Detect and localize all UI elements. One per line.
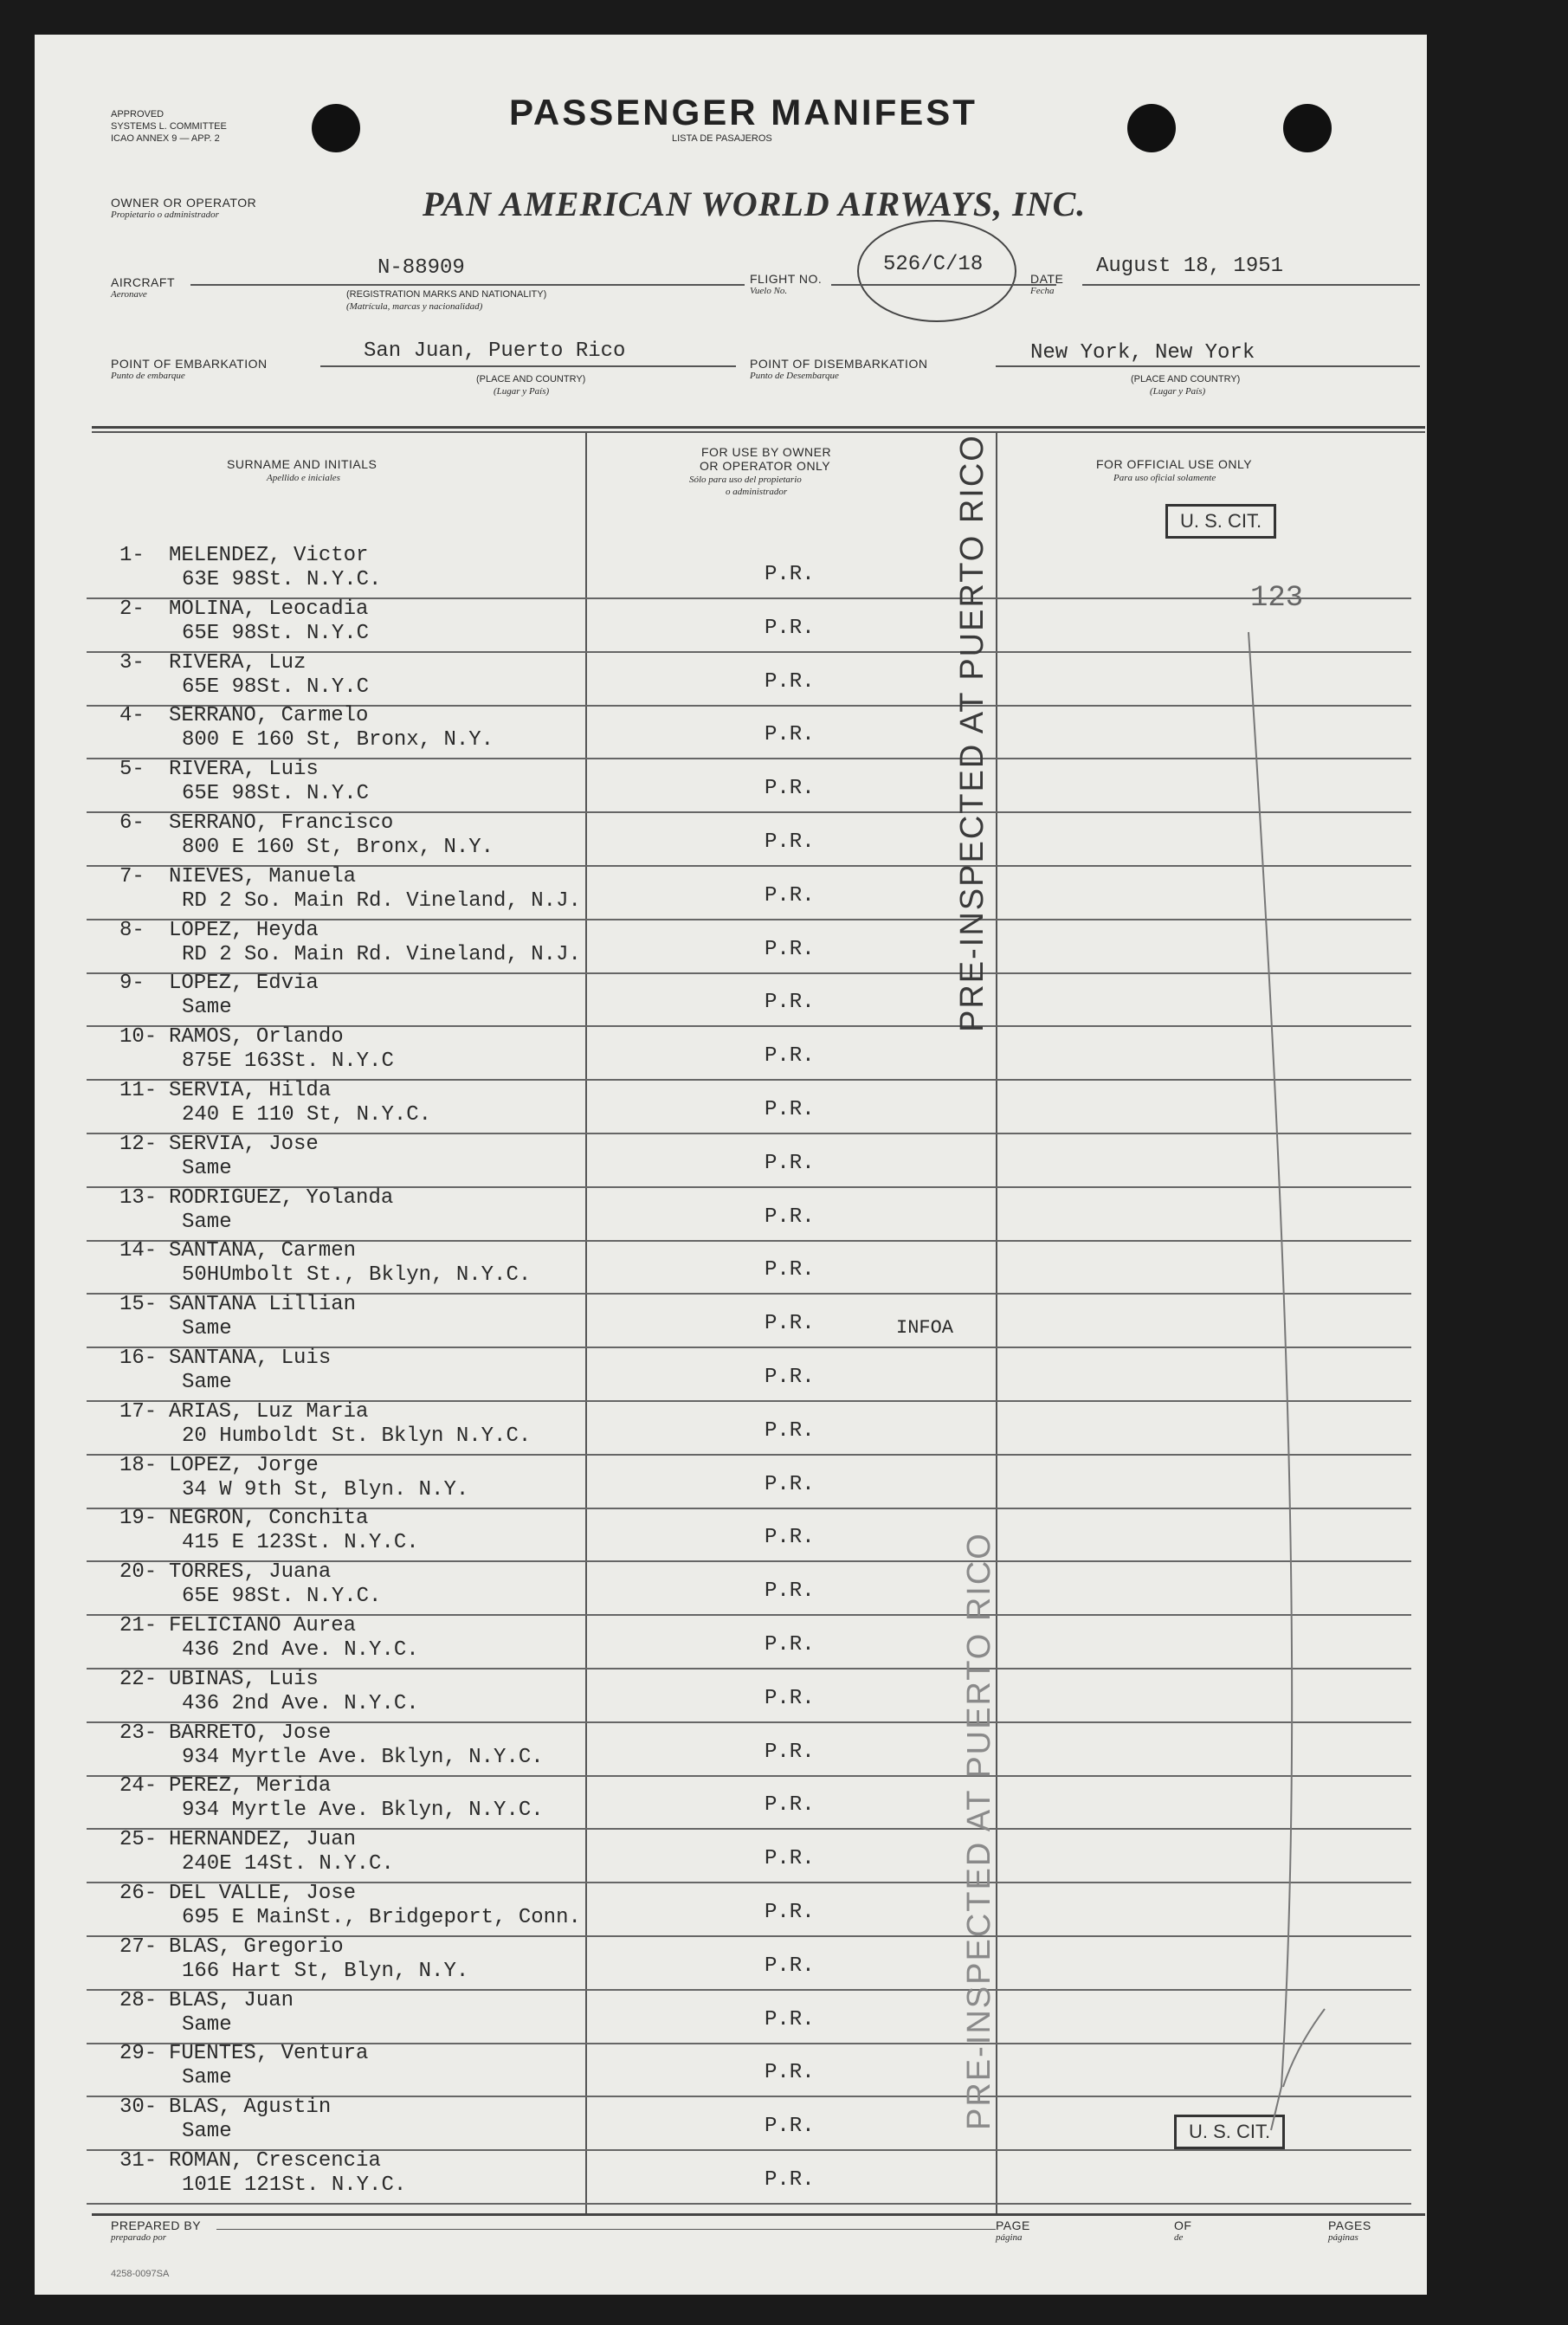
passenger-name: HERNANDEZ, Juan	[169, 1828, 357, 1852]
passenger-address: 240 E 110 St, N.Y.C.	[182, 1103, 432, 1127]
operator-use-value: P.R.	[765, 1740, 815, 1764]
passenger-address: 240E 14St. N.Y.C.	[182, 1852, 394, 1876]
column-header-surname-es: Apellido e iniciales	[267, 473, 340, 483]
table-row	[87, 920, 1411, 974]
passenger-address: 166 Hart St, Blyn, N.Y.	[182, 1959, 469, 1983]
field-underline	[216, 2229, 996, 2230]
preinspected-stamp-faded: PRE-INSPECTED AT PUERTO RICO	[961, 1532, 997, 2130]
table-row	[87, 1027, 1411, 1081]
passenger-name: SERRANO, Carmelo	[169, 704, 369, 728]
operator-use-value: P.R.	[765, 1098, 815, 1121]
table-row	[87, 1776, 1411, 1830]
column-header-official-use: FOR OFFICIAL USE ONLY	[1096, 457, 1253, 471]
table-row	[87, 546, 1411, 599]
passenger-number: 27-	[119, 1934, 158, 1959]
table-row	[87, 1081, 1411, 1134]
table-row	[87, 1669, 1411, 1723]
operator-use-value: P.R.	[765, 616, 815, 640]
disembarkation-label-es: Punto de Desembarque	[750, 371, 839, 381]
operator-use-value: P.R.	[765, 1793, 815, 1818]
embarkation-label: POINT OF EMBARKATION	[111, 357, 268, 371]
flight-label: FLIGHT NO.	[750, 272, 823, 286]
us-citizen-stamp: U. S. CIT.	[1165, 504, 1276, 539]
passenger-number: 24-	[119, 1774, 158, 1799]
passenger-number: 28-	[119, 1988, 158, 2012]
passenger-name: LOPEZ, Heyda	[169, 918, 319, 942]
operator-use-value: P.R.	[765, 2007, 815, 2031]
passenger-number: 30-	[119, 2096, 158, 2120]
passenger-address: 875E 163St. N.Y.C	[182, 1049, 394, 1074]
passenger-name: SERVIA, Jose	[169, 1132, 319, 1156]
table-row	[87, 650, 1411, 707]
us-citizen-stamp: U. S. CIT.	[1174, 2115, 1285, 2149]
passenger-address: 934 Myrtle Ave. Bklyn, N.Y.C.	[182, 1799, 544, 1823]
operator-use-value: P.R.	[765, 1686, 815, 1710]
passenger-number: 8-	[119, 918, 145, 942]
punch-hole	[1283, 104, 1332, 152]
passenger-number: 16-	[119, 1347, 158, 1370]
owner-label: OWNER OR OPERATOR	[111, 196, 257, 210]
approval-line: SYSTEMS L. COMMITTEE	[111, 121, 227, 132]
official-note: INFOA	[896, 1317, 954, 1340]
date-label-es: Fecha	[1030, 286, 1055, 296]
table-row	[87, 599, 1411, 653]
passenger-name: LOPEZ, Jorge	[169, 1453, 319, 1477]
aircraft-label: AIRCRAFT	[111, 275, 175, 289]
passenger-number: 17-	[119, 1399, 158, 1424]
operator-use-value: P.R.	[765, 777, 815, 801]
passenger-number: 7-	[119, 864, 145, 888]
column-header-owner-use: FOR USE BY OWNER	[701, 445, 832, 459]
column-header-surname: SURNAME AND INITIALS	[227, 457, 377, 471]
operator-use-value: P.R.	[765, 1418, 815, 1443]
operator-use-value: P.R.	[765, 669, 815, 694]
field-underline	[996, 365, 1420, 367]
disembarkation-caption-es: (Lugar y País)	[1150, 386, 1206, 397]
row-divider	[87, 2203, 1411, 2205]
passenger-address: 65E 98St. N.Y.C	[182, 782, 370, 806]
of-label: OF	[1174, 2218, 1192, 2232]
field-underline	[190, 284, 745, 286]
field-underline	[1082, 284, 1420, 286]
flight-label-es: Vuelo No.	[750, 286, 788, 296]
passenger-number: 20-	[119, 1560, 158, 1585]
table-row	[87, 706, 1411, 759]
passenger-number: 19-	[119, 1507, 158, 1531]
operator-use-value: P.R.	[765, 1847, 815, 1871]
table-row	[87, 1562, 1411, 1616]
passenger-number: 29-	[119, 2042, 158, 2066]
passenger-name: FELICIANO Aurea	[169, 1614, 357, 1637]
passenger-number: 25-	[119, 1828, 158, 1852]
passenger-address: 695 E MainSt., Bridgeport, Conn.	[182, 1906, 581, 1929]
approval-line: APPROVED	[111, 109, 165, 119]
operator-name: PAN AMERICAN WORLD AIRWAYS, INC.	[423, 184, 1087, 223]
passenger-number: 26-	[119, 1882, 158, 1905]
passenger-address: 50HUmbolt St., Bklyn, N.Y.C.	[182, 1263, 532, 1288]
table-row	[87, 759, 1411, 813]
table-row	[87, 1295, 1411, 1348]
aircraft-caption: (REGISTRATION MARKS AND NATIONALITY)	[346, 289, 547, 300]
punch-hole	[312, 104, 360, 152]
column-header-owner-use: OR OPERATOR ONLY	[700, 459, 831, 473]
table-row	[87, 1616, 1411, 1669]
preinspected-stamp: PRE-INSPECTED AT PUERTO RICO	[954, 434, 990, 1032]
table-row	[87, 1348, 1411, 1402]
passenger-address: Same	[182, 996, 232, 1020]
passenger-name: SERVIA, Hilda	[169, 1079, 332, 1102]
table-row	[87, 813, 1411, 867]
operator-use-value: P.R.	[765, 1526, 815, 1550]
passenger-name: SANTANA, Luis	[169, 1347, 332, 1370]
passenger-number: 15-	[119, 1293, 158, 1317]
table-row	[87, 1723, 1411, 1777]
operator-use-value: P.R.	[765, 830, 815, 854]
embarkation-value: San Juan, Puerto Rico	[364, 339, 626, 363]
operator-use-value: P.R.	[765, 1901, 815, 1924]
aircraft-label-es: Aeronave	[111, 289, 147, 300]
passenger-number: 10-	[119, 1025, 158, 1049]
passenger-address: RD 2 So. Main Rd. Vineland, N.J.	[182, 888, 581, 913]
aircraft-caption-es: (Matrícula, marcas y nacionalidad)	[346, 301, 483, 312]
passenger-name: BLAS, Juan	[169, 1988, 294, 2012]
passenger-address: RD 2 So. Main Rd. Vineland, N.J.	[182, 942, 581, 966]
manifest-sheet	[35, 35, 1427, 2295]
passenger-number: 3-	[119, 650, 145, 675]
table-row	[87, 1508, 1411, 1562]
passenger-name: RAMOS, Orlando	[169, 1025, 344, 1049]
disembarkation-value: New York, New York	[1030, 341, 1255, 365]
pages-label-es: páginas	[1328, 2232, 1358, 2243]
passenger-address: 800 E 160 St, Bronx, N.Y.	[182, 836, 494, 859]
disembarkation-caption: (PLACE AND COUNTRY)	[1131, 374, 1241, 384]
operator-use-value: P.R.	[765, 1204, 815, 1229]
passenger-name: UBINAS, Luis	[169, 1667, 319, 1691]
passenger-address: 34 W 9th St, Blyn. N.Y.	[182, 1477, 469, 1502]
passenger-address: 65E 98St. N.Y.C.	[182, 1585, 382, 1609]
operator-use-value: P.R.	[765, 1954, 815, 1978]
form-number: 4258-0097SA	[111, 2269, 170, 2279]
table-row	[87, 1134, 1411, 1188]
column-header-official-use-es: Para uso oficial solamente	[1113, 473, 1216, 483]
passenger-name: RODRIGUEZ, Yolanda	[169, 1185, 394, 1210]
passenger-address: 65E 98St. N.Y.C	[182, 675, 370, 699]
table-row	[87, 1185, 1411, 1242]
operator-use-value: P.R.	[765, 2115, 815, 2139]
embarkation-caption: (PLACE AND COUNTRY)	[476, 374, 586, 384]
passenger-name: FUENTES, Ventura	[169, 2042, 369, 2066]
passenger-name: DEL VALLE, Jose	[169, 1882, 357, 1905]
passenger-name: BLAS, Gregorio	[169, 1934, 344, 1959]
table-row	[87, 2151, 1411, 2205]
field-underline	[831, 284, 1056, 286]
passenger-number: 14-	[119, 1239, 158, 1263]
operator-use-value: P.R.	[765, 1312, 815, 1336]
table-row	[87, 1988, 1411, 2044]
passenger-name: MELENDEZ, Victor	[169, 544, 369, 567]
passenger-name: SANTANA Lillian	[169, 1293, 357, 1317]
passenger-number: 31-	[119, 2149, 158, 2173]
passenger-name: BARRETO, Jose	[169, 1721, 332, 1745]
table-row	[87, 1883, 1411, 1937]
passenger-address: 436 2nd Ave. N.Y.C.	[182, 1638, 419, 1662]
operator-use-value: P.R.	[765, 1472, 815, 1496]
operator-use-value: P.R.	[765, 1633, 815, 1657]
passenger-name: ARIAS, Luz Maria	[169, 1399, 369, 1424]
passenger-name: NIEVES, Manuela	[169, 864, 357, 888]
passenger-address: 436 2nd Ave. N.Y.C.	[182, 1691, 419, 1715]
passenger-name: SANTANA, Carmen	[169, 1239, 357, 1263]
prepared-by-label: PREPARED BY	[111, 2218, 202, 2232]
table-row	[87, 2044, 1411, 2097]
passenger-address: Same	[182, 2120, 232, 2144]
approval-line: ICAO ANNEX 9 — APP. 2	[111, 133, 220, 144]
passenger-name: RIVERA, Luis	[169, 758, 319, 782]
operator-use-value: P.R.	[765, 1366, 815, 1389]
passenger-number: 23-	[119, 1721, 158, 1745]
passenger-number: 22-	[119, 1667, 158, 1691]
passenger-name: RIVERA, Luz	[169, 650, 307, 675]
passenger-name: ROMAN, Crescencia	[169, 2149, 381, 2173]
passenger-number: 12-	[119, 1132, 158, 1156]
passenger-number: 4-	[119, 704, 145, 728]
of-label-es: de	[1174, 2232, 1184, 2243]
column-header-owner-use-es: o administrador	[726, 487, 788, 497]
passenger-address: Same	[182, 1210, 232, 1234]
pencil-mark	[1229, 623, 1333, 2147]
embarkation-caption-es: (Lugar y País)	[494, 386, 550, 397]
passenger-address: Same	[182, 2012, 232, 2037]
operator-use-value: P.R.	[765, 2061, 815, 2085]
passenger-address: 934 Myrtle Ave. Bklyn, N.Y.C.	[182, 1745, 544, 1769]
field-underline	[320, 365, 736, 367]
passenger-address: 101E 121St. N.Y.C.	[182, 2173, 407, 2197]
passenger-name: TORRES, Juana	[169, 1560, 332, 1585]
passenger-name: MOLINA, Leocadia	[169, 597, 369, 621]
passenger-address: 800 E 160 St, Bronx, N.Y.	[182, 728, 494, 752]
table-row	[87, 1830, 1411, 1883]
passenger-number: 6-	[119, 811, 145, 835]
table-top-border	[92, 431, 1425, 433]
table-row	[87, 1241, 1411, 1295]
table-top-border	[92, 426, 1425, 429]
passenger-address: Same	[182, 1156, 232, 1180]
passenger-address: 415 E 123St. N.Y.C.	[182, 1531, 419, 1555]
operator-use-value: P.R.	[765, 1044, 815, 1069]
passenger-address: 63E 98St. N.Y.C.	[182, 568, 382, 591]
passenger-number: 18-	[119, 1453, 158, 1477]
passenger-address: 20 Humboldt St. Bklyn N.Y.C.	[182, 1424, 532, 1448]
operator-use-value: P.R.	[765, 1151, 815, 1175]
operator-use-value: P.R.	[765, 563, 815, 586]
passenger-number: 21-	[119, 1614, 158, 1637]
punch-hole	[1127, 104, 1176, 152]
operator-use-value: P.R.	[765, 2168, 815, 2192]
passenger-number: 1-	[119, 544, 145, 567]
table-row	[87, 864, 1411, 920]
operator-use-value: P.R.	[765, 883, 815, 907]
passenger-name: LOPEZ, Edvia	[169, 972, 319, 996]
page-subtitle: LISTA DE PASAJEROS	[672, 133, 772, 144]
page-label: PAGE	[996, 2218, 1030, 2232]
table-row	[87, 1934, 1411, 1991]
operator-use-value: P.R.	[765, 723, 815, 747]
passenger-count: 123	[1250, 582, 1304, 615]
passenger-address: Same	[182, 1371, 232, 1394]
operator-use-value: P.R.	[765, 937, 815, 961]
page-title: PASSENGER MANIFEST	[509, 92, 978, 132]
table-row	[87, 1453, 1411, 1509]
passenger-number: 13-	[119, 1185, 158, 1210]
passenger-number: 9-	[119, 972, 145, 996]
flight-date: August 18, 1951	[1096, 255, 1284, 278]
passenger-address: Same	[182, 1317, 232, 1341]
column-header-owner-use-es: Sólo para uso del propietario	[689, 475, 802, 485]
operator-use-value: P.R.	[765, 1258, 815, 1282]
passenger-number: 2-	[119, 597, 145, 621]
embarkation-label-es: Punto de embarque	[111, 371, 185, 381]
passenger-address: 65E 98St. N.Y.C	[182, 621, 370, 645]
table-row	[87, 973, 1411, 1027]
page-label-es: página	[996, 2232, 1023, 2243]
operator-use-value: P.R.	[765, 1579, 815, 1604]
flight-number-circle	[857, 220, 1016, 322]
date-label: DATE	[1030, 272, 1064, 286]
aircraft-registration: N-88909	[377, 256, 465, 280]
operator-use-value: P.R.	[765, 991, 815, 1015]
passenger-name: PEREZ, Merida	[169, 1774, 332, 1799]
owner-label-es: Propietario o administrador	[111, 210, 219, 220]
passenger-number: 11-	[119, 1079, 158, 1102]
passenger-address: Same	[182, 2066, 232, 2090]
passenger-number: 5-	[119, 758, 145, 782]
passenger-name: NEGRON, Conchita	[169, 1507, 369, 1531]
passenger-name: SERRANO, Francisco	[169, 811, 394, 835]
table-bottom-border	[92, 2213, 1425, 2216]
prepared-by-label-es: preparado por	[111, 2232, 167, 2243]
pages-label: PAGES	[1328, 2218, 1371, 2232]
passenger-name: BLAS, Agustin	[169, 2096, 332, 2120]
table-row	[87, 1399, 1411, 1456]
flight-number: 526/C/18	[883, 253, 984, 276]
disembarkation-label: POINT OF DISEMBARKATION	[750, 357, 928, 371]
